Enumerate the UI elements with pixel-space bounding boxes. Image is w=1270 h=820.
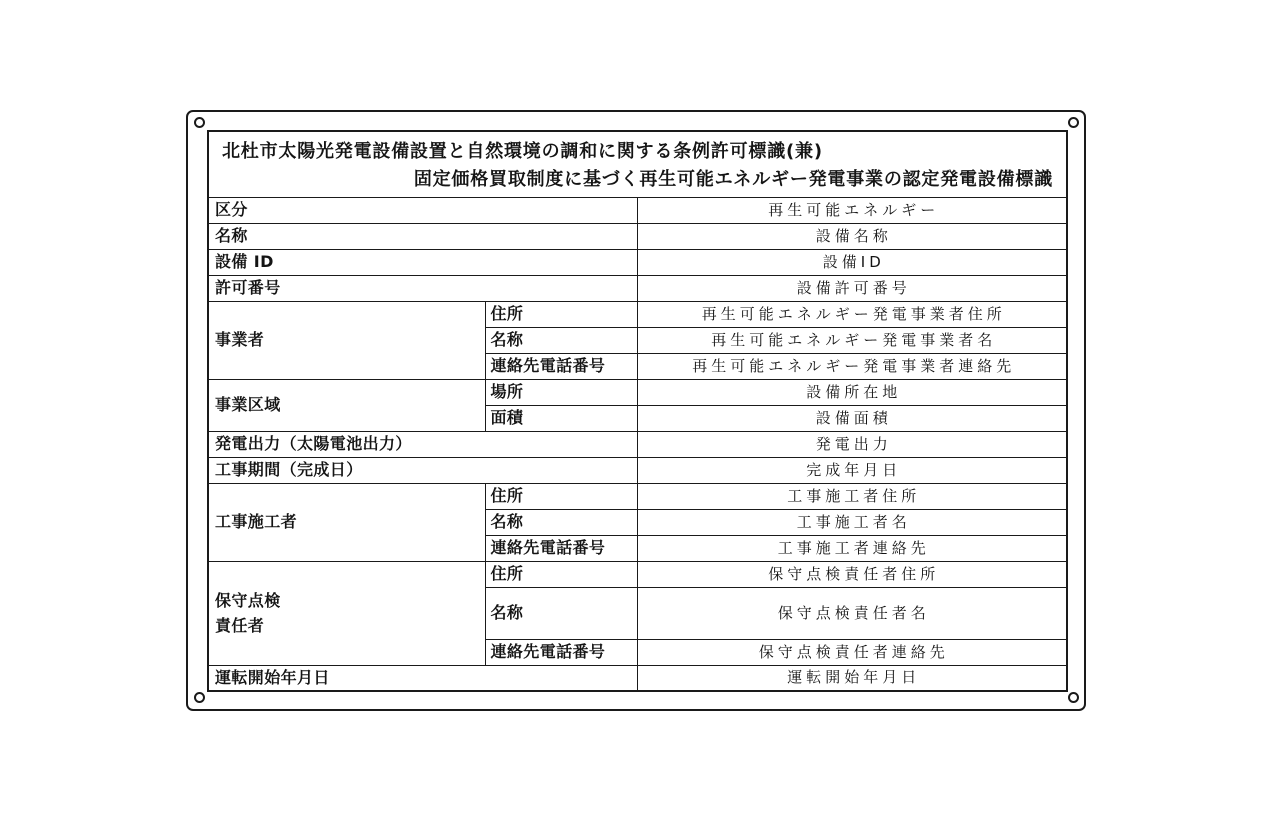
facility-id-label: 設備 ID	[208, 249, 637, 275]
project-area-group-label: 事業区域	[208, 379, 485, 431]
table-row	[208, 431, 1067, 457]
output-label: 発電出力（太陽電池出力）	[208, 431, 637, 457]
project-location-value: 設備所在地	[637, 379, 1067, 405]
start-date-value: 運転開始年月日	[637, 665, 1067, 691]
construction-period-value: 完成年月日	[637, 457, 1067, 483]
table-row	[208, 197, 1067, 223]
maintenance-phone-label: 連絡先電話番号	[485, 639, 637, 665]
contractor-phone-label: 連絡先電話番号	[485, 535, 637, 561]
sign-title	[208, 131, 1067, 197]
maintenance-name-value: 保守点検責任者名	[637, 587, 1067, 639]
mounting-hole-bottom-right	[1068, 692, 1079, 703]
mounting-hole-top-right	[1068, 117, 1079, 128]
table-row	[208, 249, 1067, 275]
table-row	[208, 301, 1067, 327]
maintenance-label-line-1: 保守点検	[215, 591, 281, 610]
table-row	[208, 457, 1067, 483]
name-value: 設備名称	[637, 223, 1067, 249]
title-line-2: 固定価格買取制度に基づく再生可能エネルギー発電事業の認定発電設備標識	[413, 169, 1054, 190]
operator-group-label: 事業者	[208, 301, 485, 379]
maintenance-address-value: 保守点検責任者住所	[637, 561, 1067, 587]
maintenance-group-label	[208, 561, 485, 665]
operator-address-label: 住所	[485, 301, 637, 327]
project-location-label: 場所	[485, 379, 637, 405]
contractor-group-label: 工事施工者	[208, 483, 485, 561]
name-label: 名称	[208, 223, 637, 249]
maintenance-label-line-2: 責任者	[215, 616, 265, 635]
table-row	[208, 561, 1067, 587]
start-date-label: 運転開始年月日	[208, 665, 637, 691]
operator-address-value: 再生可能エネルギー発電事業者住所	[637, 301, 1067, 327]
mounting-hole-top-left	[194, 117, 205, 128]
title-line-1: 北杜市太陽光発電設備設置と自然環境の調和に関する条例許可標識(兼)	[222, 141, 823, 162]
table-row	[208, 223, 1067, 249]
maintenance-name-label: 名称	[485, 587, 637, 639]
permit-number-value: 設備許可番号	[637, 275, 1067, 301]
project-size-label: 面積	[485, 405, 637, 431]
table-row	[208, 379, 1067, 405]
facility-id-value: 設備ID	[637, 249, 1067, 275]
construction-period-label: 工事期間（完成日）	[208, 457, 637, 483]
category-label: 区分	[208, 197, 637, 223]
contractor-name-label: 名称	[485, 509, 637, 535]
operator-phone-label: 連絡先電話番号	[485, 353, 637, 379]
project-size-value: 設備面積	[637, 405, 1067, 431]
operator-phone-value: 再生可能エネルギー発電事業者連絡先	[637, 353, 1067, 379]
table-row	[208, 665, 1067, 691]
mounting-hole-bottom-left	[194, 692, 205, 703]
maintenance-address-label: 住所	[485, 561, 637, 587]
contractor-address-label: 住所	[485, 483, 637, 509]
category-value: 再生可能エネルギー	[637, 197, 1067, 223]
output-value: 発電出力	[637, 431, 1067, 457]
maintenance-phone-value: 保守点検責任者連絡先	[637, 639, 1067, 665]
contractor-name-value: 工事施工者名	[637, 509, 1067, 535]
sign-table	[207, 130, 1068, 692]
table-row	[208, 275, 1067, 301]
contractor-phone-value: 工事施工者連絡先	[637, 535, 1067, 561]
operator-name-label: 名称	[485, 327, 637, 353]
operator-name-value: 再生可能エネルギー発電事業者名	[637, 327, 1067, 353]
permit-number-label: 許可番号	[208, 275, 637, 301]
contractor-address-value: 工事施工者住所	[637, 483, 1067, 509]
table-row	[208, 483, 1067, 509]
